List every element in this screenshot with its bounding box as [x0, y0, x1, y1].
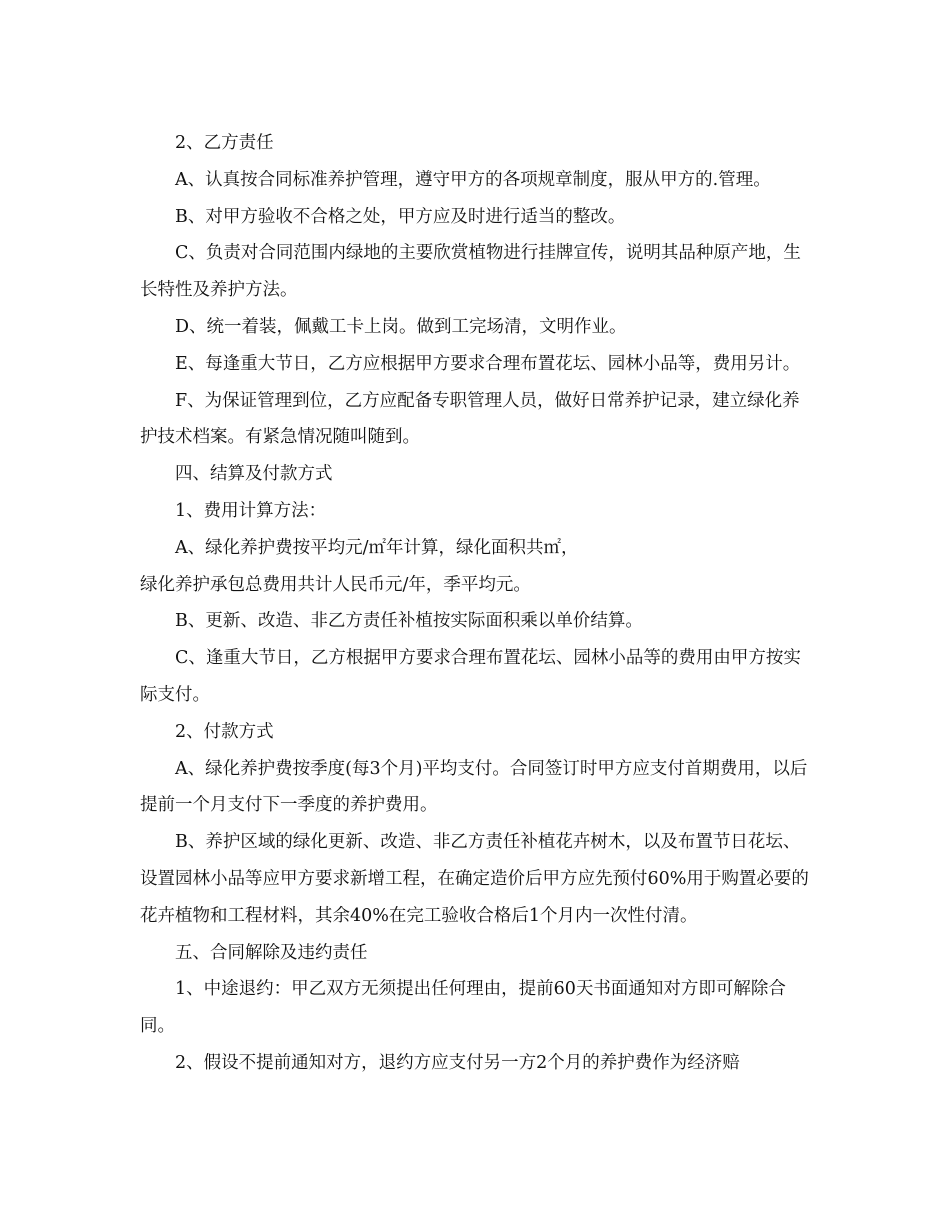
- paragraph-5-2: 2、假设不提前通知对方，退约方应支付另一方2个月的养护费作为经济赔: [175, 1052, 740, 1073]
- section-5-heading: 五、合同解除及违约责任: [175, 942, 368, 963]
- paragraph-5-1: 1、中途退约：甲乙双方无须提出任何理由，提前60天书面通知对方即可解除合同。: [140, 979, 786, 1037]
- section-4-heading: 四、结算及付款方式: [175, 464, 333, 485]
- paragraph-2e: E、每逢重大节日，乙方应根据甲方要求合理布置花坛、园林小品等，费用另计。: [175, 353, 801, 374]
- paragraph-2b: B、对甲方验收不合格之处，甲方应及时进行适当的整改。: [175, 206, 626, 227]
- paragraph-4-1c: C、逢重大节日，乙方根据甲方要求合理布置花坛、园林小品等的费用由甲方按实际支付。: [140, 648, 801, 705]
- paragraph-4-1b: B、更新、改造、非乙方责任补植按实际面积乘以单价结算。: [175, 611, 643, 632]
- paragraph-2d: D、统一着装，佩戴工卡上岗。做到工完场清，文明作业。: [175, 316, 627, 337]
- paragraph-4-2b: B、养护区域的绿化更新、改造、非乙方责任补植花卉树木，以及布置节日花坛、设置园林小品等应甲方要求新增工程，在确定造价后甲方应先预付60%用于购置必要的花卉植物和工程材料，其余40%在完工验收合格后1个月内一次性付清。: [140, 832, 809, 926]
- paragraph-4-1a-total: 绿化养护承包总费用共计人民币元/年，季平均元。: [140, 574, 531, 595]
- paragraph-section-2-title: 2、乙方责任: [175, 133, 274, 153]
- paragraph-2c: C、负责对合同范围内绿地的主要欣赏植物进行挂牌宣传，说明其品种原产地，生长特性及养护方法。: [140, 243, 801, 301]
- document-body: [140, 125, 812, 1082]
- paragraph-2a: A、认真按合同标准养护管理，遵守甲方的各项规章制度，服从甲方的.管理。: [175, 169, 771, 190]
- paragraph-2f: F、为保证管理到位，乙方应配备专职管理人员，做好日常养护记录，建立绿化养护技术档案。有紧急情况随叫随到。: [140, 390, 800, 448]
- paragraph-4-2-title: 2、付款方式: [175, 721, 274, 742]
- paragraph-4-1-title: 1、费用计算方法：: [175, 500, 327, 521]
- paragraph-4-1a: A、绿化养护费按平均元/㎡年计算，绿化面积共㎡，: [175, 537, 579, 558]
- paragraph-4-2a: A、绿化养护费按季度(每3个月)平均支付。合同签订时甲方应支付首期费用，以后提前一个月支付下一季度的养护费用。: [140, 758, 808, 816]
